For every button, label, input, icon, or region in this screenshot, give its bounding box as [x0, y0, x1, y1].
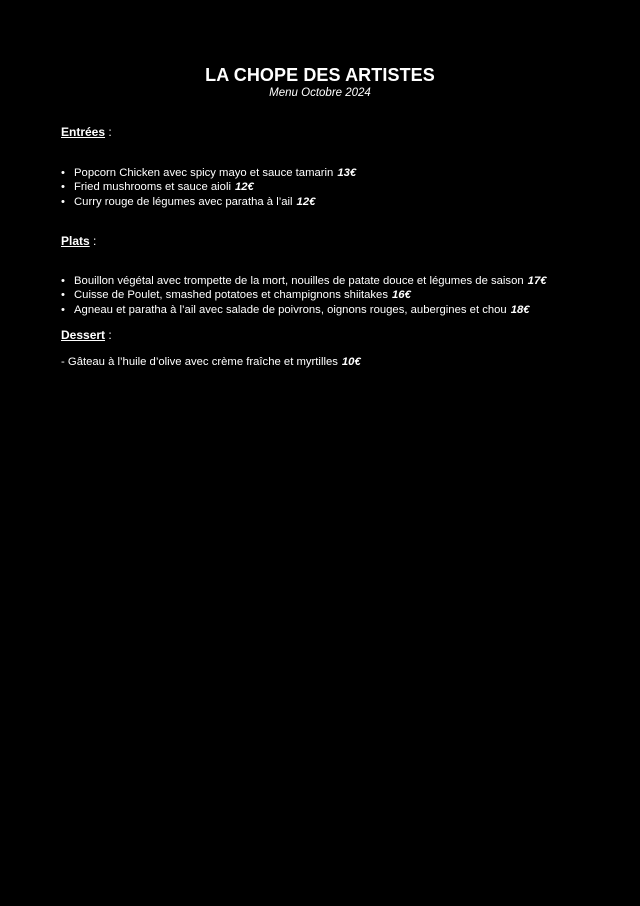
section-heading-text: Plats	[61, 234, 90, 248]
item-price: 16€	[392, 289, 411, 302]
section-heading-suffix: :	[105, 125, 112, 139]
section-heading-dessert	[61, 328, 112, 343]
section-heading-text: Dessert	[61, 328, 106, 342]
item-text: Popcorn Chicken avec spicy mayo et sauce tamarin	[74, 167, 334, 179]
dessert-item	[61, 355, 361, 369]
section-heading-text: Entrées	[61, 125, 106, 139]
item-price: 13€	[337, 167, 357, 179]
bullet-icon: •	[61, 167, 65, 179]
menu-subtitle: Menu Octobre 2024	[269, 87, 371, 99]
item-text: - Gâteau à l’huile d’olive avec crème fraîche et myrtilles	[61, 356, 338, 368]
section-heading-plats	[61, 234, 96, 249]
item-text: Bouillon végétal avec trompette de la mort, nouilles de patate douce et légumes de saison	[74, 275, 524, 287]
list-item	[61, 303, 547, 317]
menu-header	[0, 64, 640, 100]
item-text: Cuisse de Poulet, smashed potatoes et champignons shiitakes	[74, 289, 388, 302]
item-price: 10€	[341, 356, 361, 368]
list-item	[61, 166, 356, 180]
list-item	[61, 274, 547, 288]
entrees-list	[61, 166, 356, 209]
bullet-icon: •	[61, 303, 65, 316]
item-price: 17€	[527, 275, 547, 287]
item-price: 12€	[296, 195, 316, 208]
item-text: Curry rouge de légumes avec paratha à l’ail	[74, 195, 293, 208]
list-item	[61, 180, 356, 194]
restaurant-title: LA CHOPE DES ARTISTES	[205, 65, 435, 85]
bullet-icon: •	[61, 195, 65, 208]
item-text: Agneau et paratha à l’ail avec salade de poivrons, oignons rouges, aubergines et chou	[74, 303, 507, 316]
bullet-icon: •	[61, 275, 65, 287]
section-heading-entrees	[61, 125, 112, 140]
section-heading-suffix: :	[89, 234, 97, 248]
list-item	[61, 195, 356, 209]
section-heading-suffix: :	[105, 328, 112, 342]
item-price: 18€	[510, 303, 530, 316]
item-price: 12€	[234, 181, 254, 194]
bullet-icon: •	[61, 289, 65, 302]
plats-list	[61, 274, 547, 317]
item-text: Fried mushrooms et sauce aioli	[74, 181, 231, 194]
list-item	[61, 288, 547, 302]
bullet-icon: •	[61, 181, 65, 194]
